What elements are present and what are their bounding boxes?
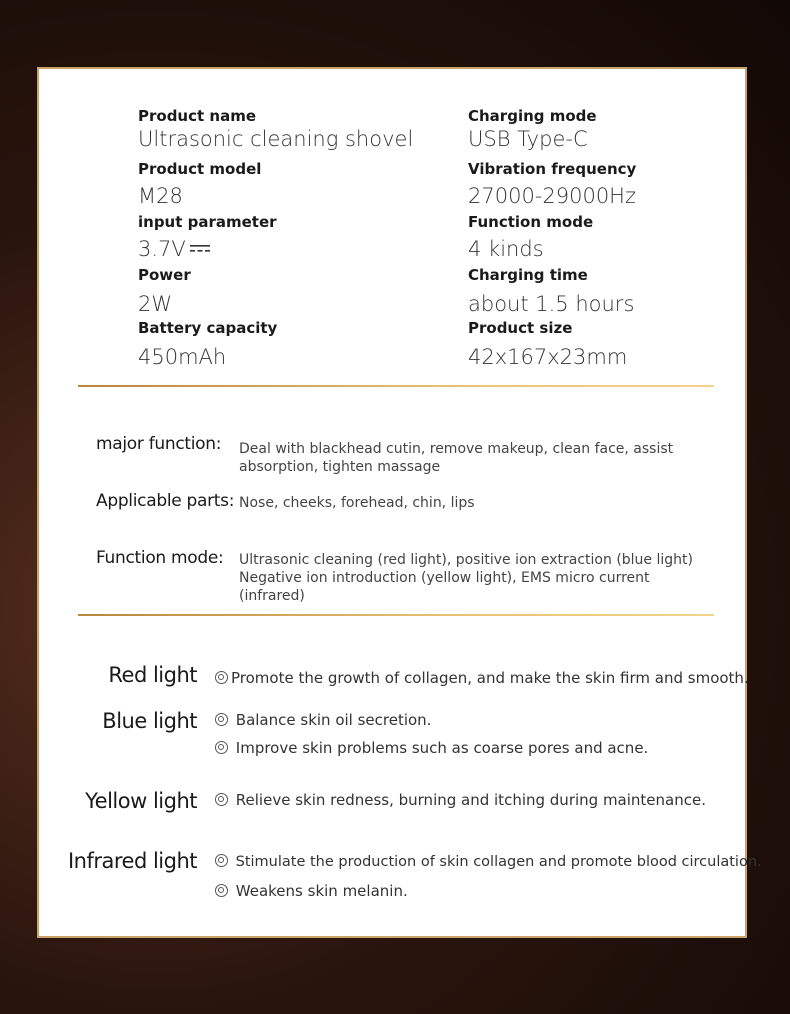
infrared-light-item: Weakens skin melanin. xyxy=(215,882,408,900)
spec-value: Ultrasonic cleaning shovel xyxy=(138,127,414,151)
spec-value: 3.7V xyxy=(138,237,186,261)
blue-light-label: Blue light xyxy=(102,709,197,733)
spec-input-parameter xyxy=(138,213,277,261)
major-function-text xyxy=(239,440,719,476)
divider-top xyxy=(78,385,714,387)
spec-label: Product size xyxy=(468,319,573,337)
spec-label: Product model xyxy=(138,160,262,178)
major-function-line: Deal with blackhead cutin, remove makeup, clean face, assist xyxy=(239,441,674,457)
spec-value: 2W xyxy=(138,292,173,316)
spec-label: input parameter xyxy=(138,213,277,231)
red-light-label: Red light xyxy=(108,663,197,687)
infrared-light-label: Infrared light xyxy=(67,849,197,873)
yellow-light-label: Yellow light xyxy=(85,789,197,813)
spec-value: M28 xyxy=(138,184,183,208)
double-circle-icon xyxy=(215,713,228,726)
function-mode-text xyxy=(239,551,719,605)
spec-label: Charging mode xyxy=(468,107,597,125)
dc-symbol-icon xyxy=(190,244,210,254)
spec-product-model xyxy=(138,160,261,208)
spec-charging-mode xyxy=(468,107,597,151)
spec-charging-time xyxy=(468,266,634,316)
spec-product-size xyxy=(468,319,627,369)
applicable-parts-text: Nose, cheeks, forehead, chin, lips xyxy=(239,495,475,511)
spec-vibration-frequency xyxy=(468,160,636,208)
spec-value: 450mAh xyxy=(138,345,227,369)
red-light-item: Promote the growth of collagen, and make the skin firm and smooth. xyxy=(215,669,749,687)
blue-light-item: Balance skin oil secretion. xyxy=(215,711,431,729)
spec-power xyxy=(138,266,191,316)
major-function-label: major function: xyxy=(96,434,222,454)
spec-value: USB Type-C xyxy=(468,127,588,151)
applicable-parts-label: Applicable parts: xyxy=(96,491,235,511)
spec-label: Vibration frequency xyxy=(468,160,637,178)
blue-light-item: Improve skin problems such as coarse pores and acne. xyxy=(215,739,648,757)
spec-label: Function mode xyxy=(468,213,594,231)
double-circle-icon xyxy=(215,741,228,754)
spec-value: 27000-29000Hz xyxy=(468,184,636,208)
double-circle-icon xyxy=(215,884,228,897)
function-mode-line: Ultrasonic cleaning (red light), positive ion extraction (blue light) xyxy=(239,552,693,568)
spec-value: 42x167x23mm xyxy=(468,345,628,369)
double-circle-icon xyxy=(215,793,228,806)
divider-bottom xyxy=(78,614,714,616)
spec-battery-capacity xyxy=(138,319,277,369)
spec-label: Product name xyxy=(138,107,257,125)
spec-label: Battery capacity xyxy=(138,319,278,337)
major-function-line: absorption, tighten massage xyxy=(239,459,441,475)
spec-value: 4 kinds xyxy=(468,237,544,261)
yellow-light-item: Relieve skin redness, burning and itching during maintenance. xyxy=(215,791,706,809)
spec-product-name xyxy=(138,107,413,151)
spec-card xyxy=(37,67,762,938)
spec-value: about 1.5 hours xyxy=(468,292,635,316)
function-mode-label: Function mode: xyxy=(96,548,224,568)
double-circle-icon xyxy=(215,854,228,867)
double-circle-icon xyxy=(215,671,228,684)
infrared-light-item: Stimulate the production of skin collagen and promote blood circulation. xyxy=(215,854,762,870)
spec-function-mode xyxy=(468,213,593,261)
spec-label: Power xyxy=(138,266,191,284)
spec-label: Charging time xyxy=(468,266,588,284)
function-mode-line: Negative ion introduction (yellow light), EMS micro current (infrared) xyxy=(239,570,650,604)
